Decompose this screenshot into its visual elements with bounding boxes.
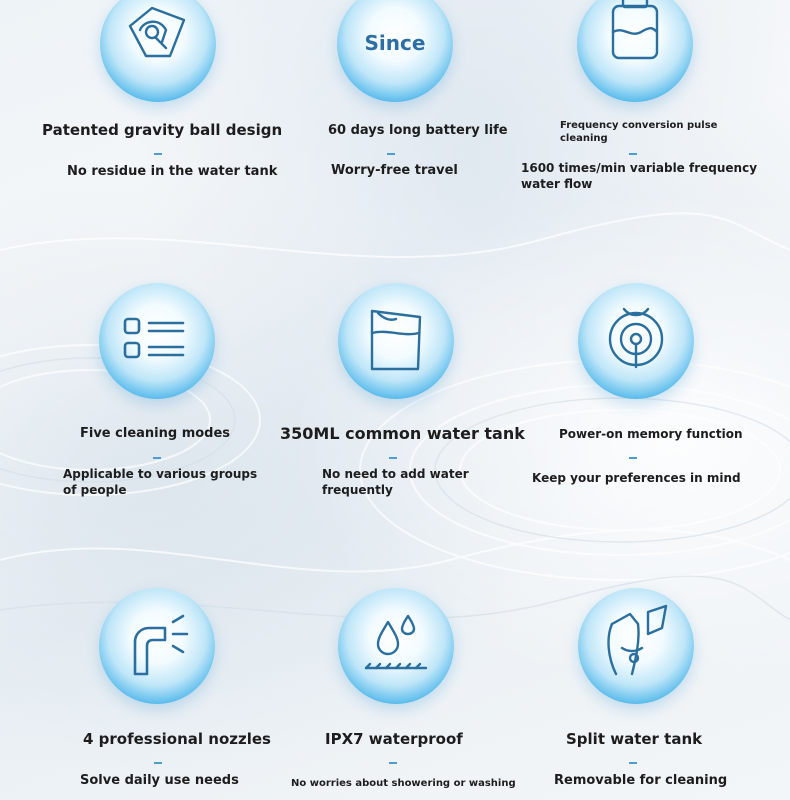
memory-signal-icon <box>578 283 694 399</box>
feature-desc: Applicable to various groups of people <box>63 467 258 497</box>
water-bottle-icon <box>577 0 693 102</box>
feature-title: Five cleaning modes <box>80 426 231 441</box>
feature-title: Frequency conversion pulse cleaning <box>560 120 718 144</box>
feature-desc: Worry-free travel <box>331 163 458 178</box>
feature-desc: Solve daily use needs <box>80 773 239 788</box>
divider-dash <box>153 457 161 459</box>
split-tank-icon <box>578 588 694 704</box>
since-badge-text: Since <box>364 31 426 55</box>
divider-dash <box>389 457 397 459</box>
gravity-ball-icon <box>100 0 216 102</box>
waterproof-drops-icon <box>338 588 454 704</box>
feature-desc: No need to add water frequently <box>322 467 469 497</box>
feature-title: Split water tank <box>566 730 703 748</box>
divider-dash <box>629 457 637 459</box>
feature-desc: Removable for cleaning <box>554 773 728 788</box>
feature-title: 4 professional nozzles <box>83 730 271 748</box>
list-modes-icon <box>99 283 215 399</box>
nozzle-icon <box>99 588 215 704</box>
feature-title: 60 days long battery life <box>328 123 508 138</box>
water-tank-icon <box>338 283 454 399</box>
divider-dash <box>629 153 637 155</box>
divider-dash <box>154 762 162 764</box>
divider-dash <box>629 762 637 764</box>
feature-title: Power-on memory function <box>559 427 743 441</box>
feature-desc: Keep your preferences in mind <box>532 471 741 485</box>
feature-title: Patented gravity ball design <box>42 121 283 139</box>
feature-title: IPX7 waterproof <box>325 730 463 748</box>
divider-dash <box>154 153 162 155</box>
feature-title: 350ML common water tank <box>280 424 525 443</box>
since-badge <box>337 0 453 102</box>
feature-desc: No worries about showering or washing <box>291 778 516 789</box>
divider-dash <box>389 762 397 764</box>
feature-desc: 1600 times/min variable frequency water flow <box>521 161 758 191</box>
divider-dash <box>387 153 395 155</box>
feature-desc: No residue in the water tank <box>67 164 278 179</box>
